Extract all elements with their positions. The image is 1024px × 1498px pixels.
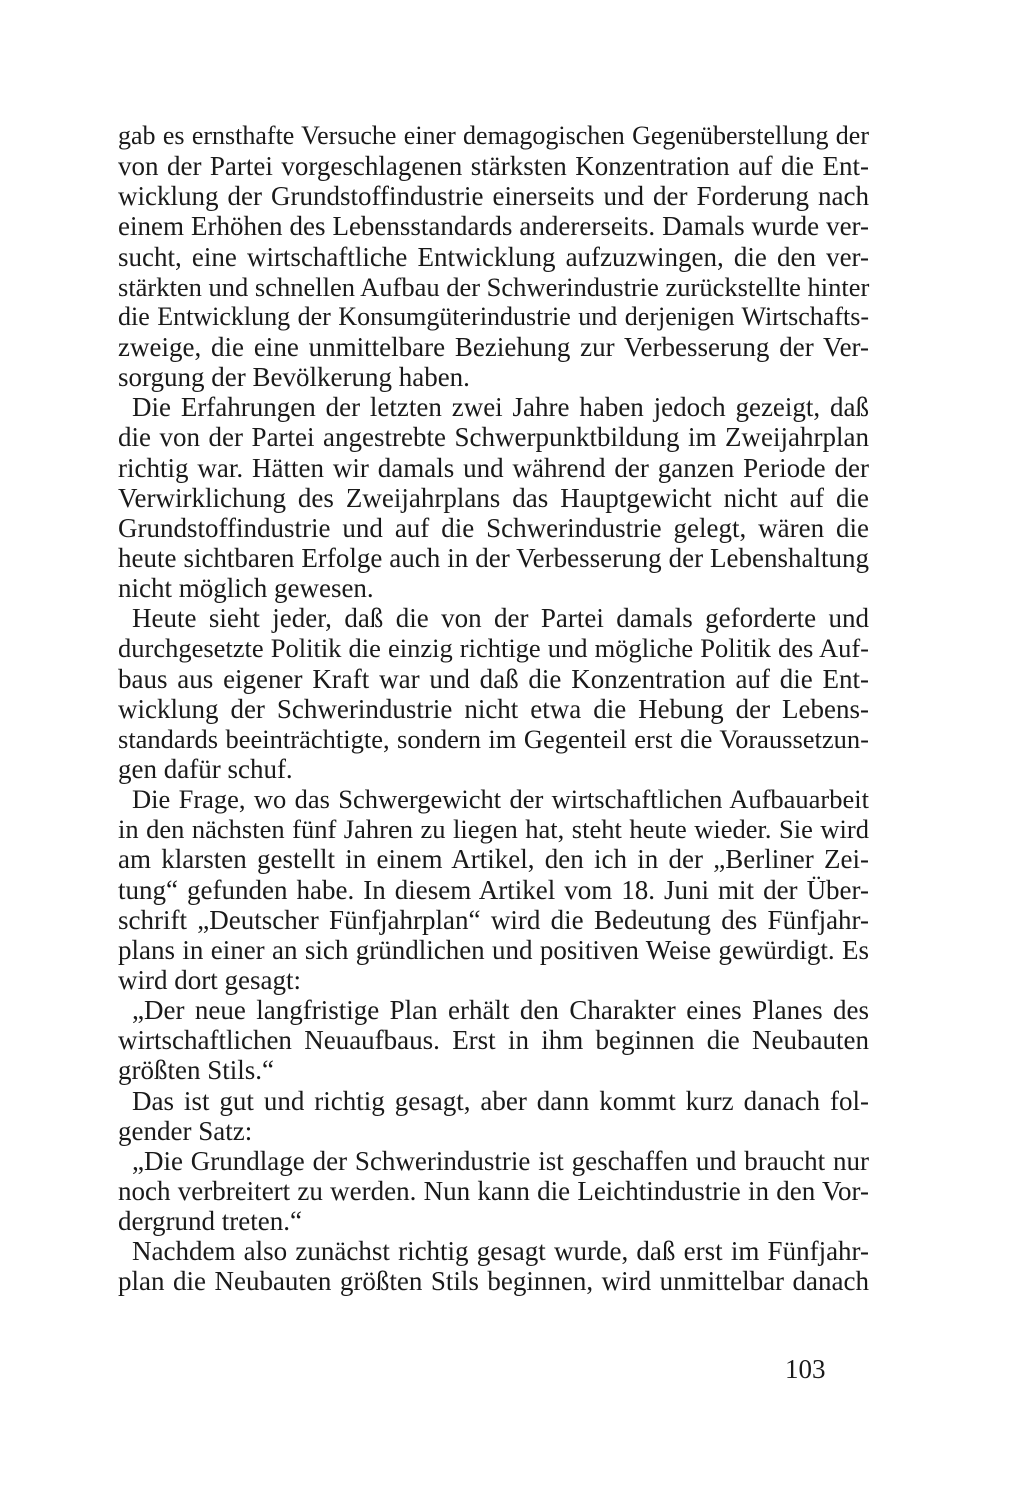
text-line: die von der Partei angestrebte Schwerpunktbildung im Zweijahrplan — [118, 422, 869, 453]
text-line: zweige, die eine unmittelbare Beziehung zur Verbesserung der Ver- — [118, 331, 869, 362]
text-line: gen dafür schuf. — [118, 753, 293, 784]
text-line: heute sichtbaren Erfolge auch in der Verbesserung der Lebenshaltung — [118, 542, 869, 573]
text-line: sucht, eine wirtschaftliche Entwicklung aufzuzwingen, die den ver- — [118, 241, 869, 272]
text-line: Grundstoffindustrie und auf die Schwerindustrie gelegt, wären die — [118, 512, 869, 543]
text-line: einem Erhöhen des Lebensstandards andererseits. Damals wurde ver- — [118, 211, 869, 242]
text-line: „Der neue langfristige Plan erhält den Charakter eines Planes des — [132, 995, 869, 1026]
text-line: Verwirklichung des Zweijahrplans das Hauptgewicht nicht auf die — [118, 482, 869, 513]
text-line: die Entwicklung der Konsumgüterindustrie und derjenigen Wirtschafts- — [118, 301, 869, 331]
text-line: noch verbreitert zu werden. Nun kann die Leichtindustrie in den Vor- — [118, 1175, 869, 1206]
text-line: „Die Grundlage der Schwerindustrie ist geschaffen und braucht nur — [132, 1145, 869, 1176]
text-line: gender Satz: — [118, 1115, 253, 1146]
text-line: wirtschaftlichen Neuaufbaus. Erst in ihm beginnen die Neubauten — [118, 1025, 869, 1056]
text-line: richtig war. Hätten wir damals und während der ganzen Periode der — [118, 452, 869, 483]
page-number: 103 — [785, 1354, 826, 1384]
text-line: Die Erfahrungen der letzten zwei Jahre haben jedoch gezeigt, daß — [132, 392, 869, 423]
text-line: von der Partei vorgeschlagenen stärksten Konzentration auf die Ent- — [118, 151, 869, 182]
text-line: stärkten und schnellen Aufbau der Schwerindustrie zurückstellte hinter — [118, 271, 870, 302]
text-line: Das ist gut und richtig gesagt, aber dann kommt kurz danach fol- — [132, 1085, 869, 1116]
text-line: Die Frage, wo das Schwergewicht der wirtschaftlichen Aufbauarbeit — [132, 784, 869, 815]
text-line: wicklung der Schwerindustrie nicht etwa die Hebung der Lebens- — [118, 693, 869, 724]
text-line: nicht möglich gewesen. — [118, 573, 374, 604]
text-line: dergrund treten.“ — [118, 1206, 302, 1237]
text-line: sorgung der Bevölkerung haben. — [118, 362, 470, 393]
text-line: durchgesetzte Politik die einzig richtige und mögliche Politik des Auf- — [118, 633, 869, 664]
text-line: Nachdem also zunächst richtig gesagt wurde, daß erst im Fünfjahr- — [132, 1236, 869, 1267]
text-line: wicklung der Grundstoffindustrie einerseits und der Forderung nach — [118, 181, 869, 212]
text-line: standards beeinträchtigte, sondern im Gegenteil erst die Voraussetzun- — [118, 723, 869, 754]
body-text — [118, 121, 869, 1296]
text-line: gab es ernsthafte Versuche einer demagogischen Gegenüberstellung der — [118, 121, 869, 150]
text-line: in den nächsten fünf Jahren zu liegen hat, steht heute wieder. Sie wird — [118, 814, 869, 845]
text-line: tung“ gefunden habe. In diesem Artikel vom 18. Juni mit der Über- — [118, 874, 869, 905]
text-line: größten Stils.“ — [118, 1055, 274, 1086]
text-line: baus aus eigener Kraft war und daß die Konzentration auf die Ent- — [118, 663, 869, 694]
text-line: plan die Neubauten größten Stils beginnen, wird unmittelbar danach — [118, 1266, 869, 1297]
text-line: plans in einer an sich gründlichen und positiven Weise gewürdigt. Es — [118, 934, 869, 965]
text-line: schrift „Deutscher Fünfjahrplan“ wird die Bedeutung des Fünfjahr- — [118, 904, 869, 935]
text-line: Heute sieht jeder, daß die von der Partei damals geforderte und — [132, 603, 869, 634]
text-line: am klarsten gestellt in einem Artikel, den ich in der „Berliner Zei- — [118, 844, 869, 875]
text-line: wird dort gesagt: — [118, 964, 301, 995]
